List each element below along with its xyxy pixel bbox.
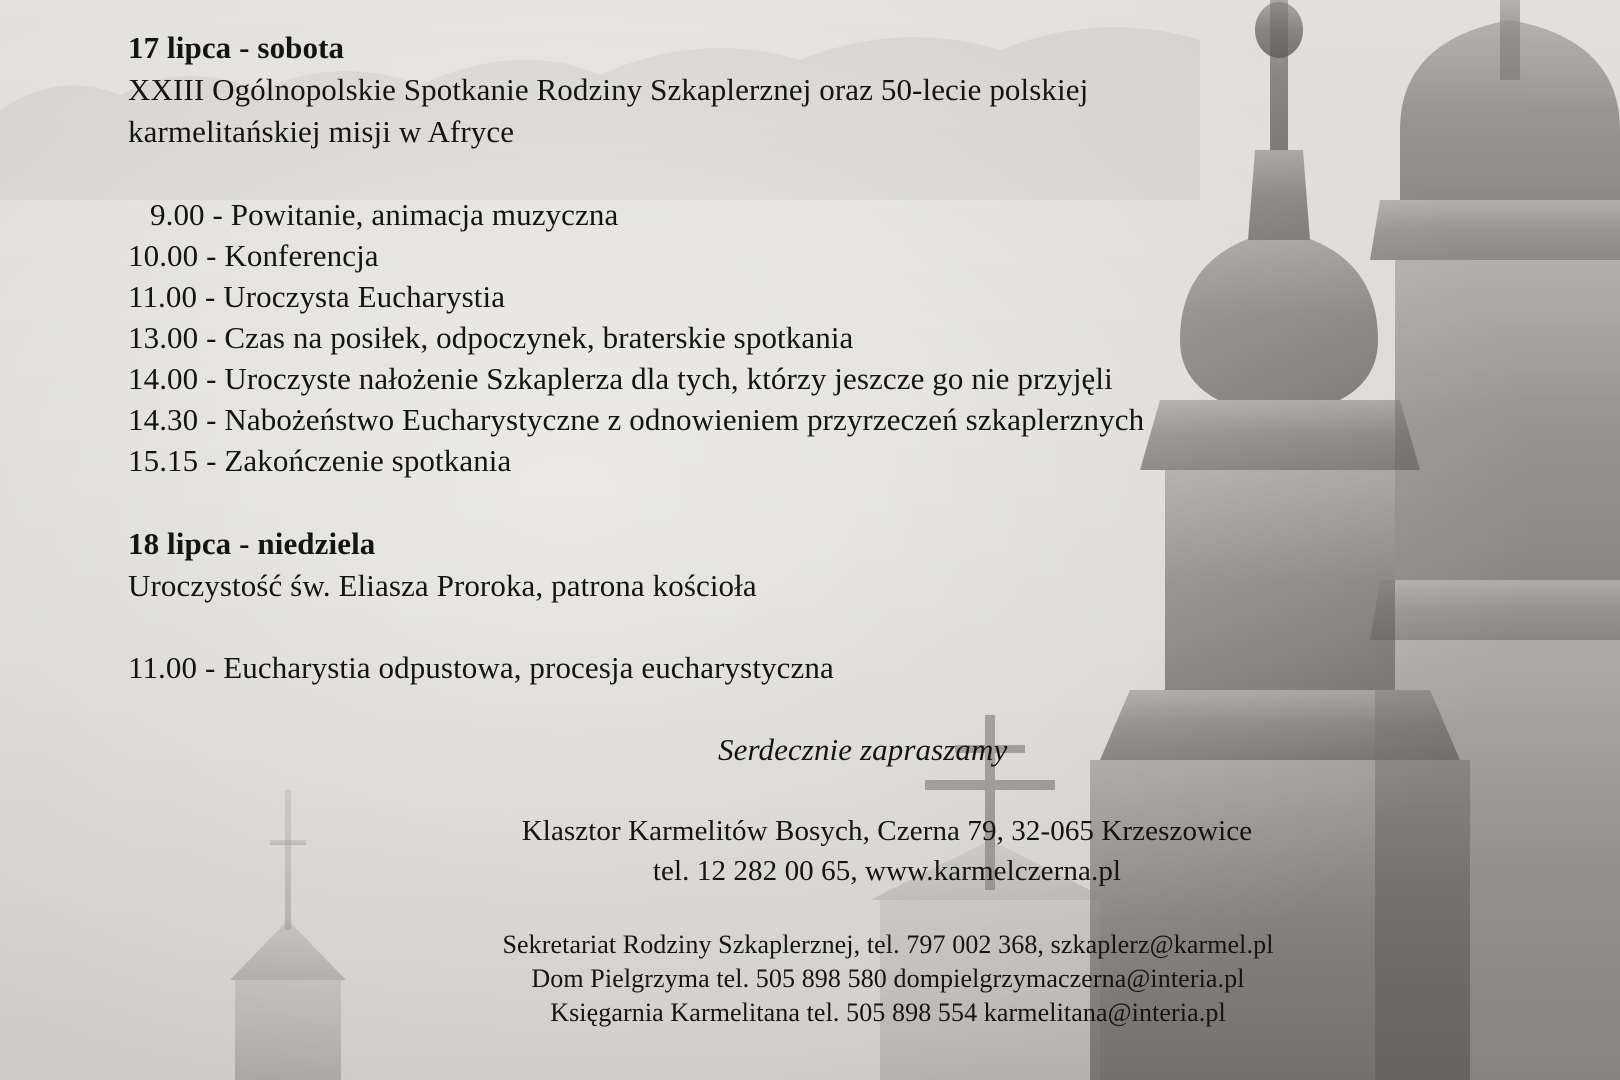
invitation-text: Serdecznie zapraszamy [718, 732, 1008, 767]
day2-subtitle: Uroczystość św. Eliasza Proroka, patrona kościoła [128, 568, 757, 603]
day1-title-line1: XXIII Ogólnopolskie Spotkanie Rodziny Szkaplerznej oraz 50-lecie polskiej [128, 72, 1089, 107]
schedule-item: 11.00 - Eucharystia odpustowa, procesja eucharystyczna [128, 650, 834, 685]
contact-line: Sekretariat Rodziny Szkaplerznej, tel. 797 002 368, szkaplerz@karmel.pl [502, 930, 1274, 959]
schedule-item: 9.00 - Powitanie, animacja muzyczna [150, 197, 619, 232]
schedule-item: 11.00 - Uroczysta Eucharystia [128, 279, 506, 314]
address-line: Klasztor Karmelitów Bosych, Czerna 79, 32-065 Krzeszowice [521, 815, 1253, 847]
contact-line: Księgarnia Karmelitana tel. 505 898 554 karmelitana@interia.pl [550, 998, 1226, 1027]
day1-title-line2: karmelitańskiej misji w Afryce [128, 114, 515, 149]
day1-heading: 17 lipca - sobota [128, 30, 345, 65]
schedule-item: 14.00 - Uroczyste nałożenie Szkaplerza dla tych, którzy jeszcze go nie przyjęli [128, 361, 1113, 396]
contact-line: Dom Pielgrzyma tel. 505 898 580 dompielgrzymaczerna@interia.pl [531, 964, 1245, 993]
phone-website-line: tel. 12 282 00 65, www.karmelczerna.pl [652, 855, 1122, 887]
schedule-item: 13.00 - Czas na posiłek, odpoczynek, braterskie spotkania [128, 320, 854, 355]
schedule-item: 14.30 - Nabożeństwo Eucharystyczne z odnowieniem przyrzeczeń szkaplerznych [128, 402, 1145, 437]
day2-heading: 18 lipca - niedziela [128, 526, 376, 561]
schedule-item: 10.00 - Konferencja [128, 238, 379, 273]
schedule-item: 15.15 - Zakończenie spotkania [128, 443, 512, 478]
